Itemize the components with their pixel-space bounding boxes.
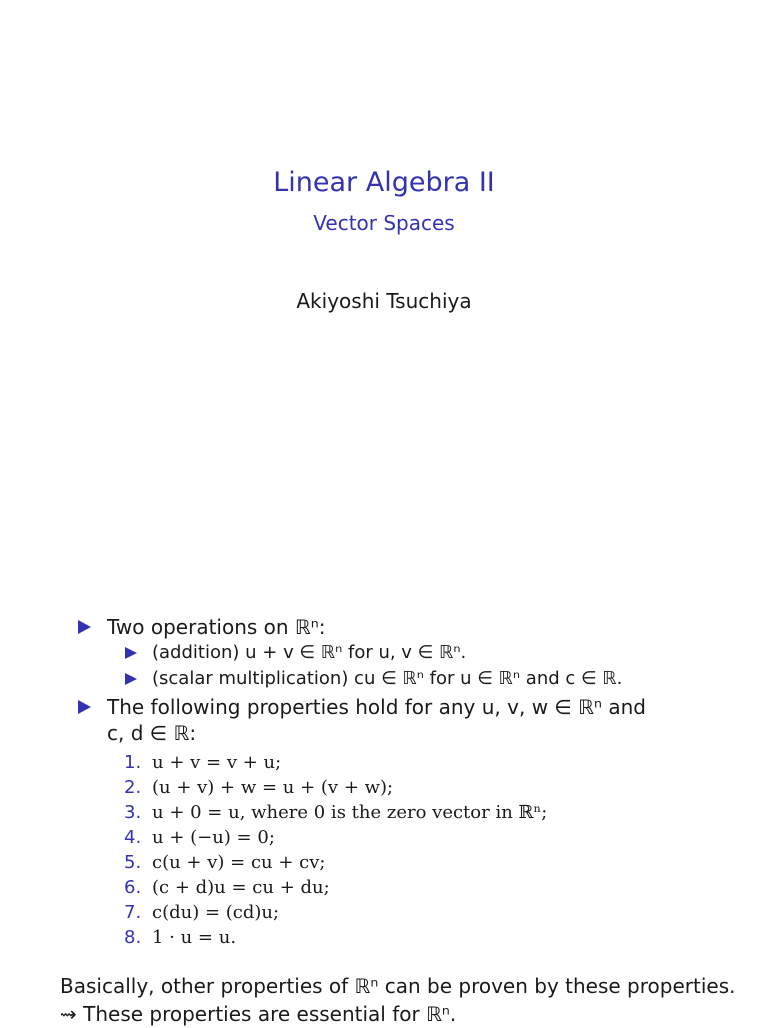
item-text: (u + v) + w = u + (v + w); <box>152 777 394 798</box>
item-number: 6. <box>124 877 142 898</box>
item-number: 7. <box>124 902 142 923</box>
sub-bullet-addition <box>0 640 768 666</box>
item-number: 2. <box>124 777 142 798</box>
title-block <box>0 165 768 235</box>
list-item <box>0 850 768 875</box>
item-text: u + (−u) = 0; <box>152 827 275 848</box>
item-text: u + v = v + u; <box>152 752 282 773</box>
triangle-bullet-icon <box>78 700 91 714</box>
item-text: u + 0 = u, where 0 is the zero vector in ℝⁿ; <box>152 802 548 823</box>
slide-content <box>0 614 768 950</box>
item-text: c(u + v) = cu + cv; <box>152 852 326 873</box>
sub-bullet-text: (addition) u + v ∈ ℝⁿ for u, v ∈ ℝⁿ. <box>152 642 467 663</box>
bullet-text: Two operations on ℝⁿ: <box>107 615 326 639</box>
closing-line-1: Basically, other properties of ℝⁿ can be proven by these properties. <box>60 974 736 998</box>
item-text: (c + d)u = cu + du; <box>152 877 330 898</box>
closing-text <box>60 972 735 1028</box>
properties-list <box>0 750 768 950</box>
author: Akiyoshi Tsuchiya <box>296 289 472 313</box>
list-item <box>0 875 768 900</box>
bullet-text: The following properties hold for any u, v, w ∈ ℝⁿ and <box>107 695 646 719</box>
list-item <box>0 750 768 775</box>
triangle-bullet-icon <box>125 673 137 685</box>
list-item <box>0 825 768 850</box>
page-title: Linear Algebra II <box>273 167 495 198</box>
bullet-operations <box>0 614 768 640</box>
list-item <box>0 775 768 800</box>
bullet-continuation: c, d ∈ ℝ: <box>107 721 197 745</box>
triangle-bullet-icon <box>125 647 137 659</box>
item-text: c(du) = (cd)u; <box>152 902 280 923</box>
bullet-properties <box>0 694 768 720</box>
item-number: 4. <box>124 827 142 848</box>
list-item <box>0 900 768 925</box>
item-text: 1 · u = u. <box>152 927 237 948</box>
list-item <box>0 800 768 825</box>
item-number: 3. <box>124 802 142 823</box>
item-number: 5. <box>124 852 142 873</box>
triangle-bullet-icon <box>78 620 91 634</box>
sub-bullet-scalar <box>0 666 768 692</box>
item-number: 8. <box>124 927 142 948</box>
closing-line-2: ⇝ These properties are essential for ℝⁿ. <box>60 1002 457 1026</box>
item-number: 1. <box>124 752 142 773</box>
page-subtitle: Vector Spaces <box>313 211 455 235</box>
sub-bullet-text: (scalar multiplication) cu ∈ ℝⁿ for u ∈ ℝⁿ and c ∈ ℝ. <box>152 668 623 689</box>
list-item <box>0 925 768 950</box>
